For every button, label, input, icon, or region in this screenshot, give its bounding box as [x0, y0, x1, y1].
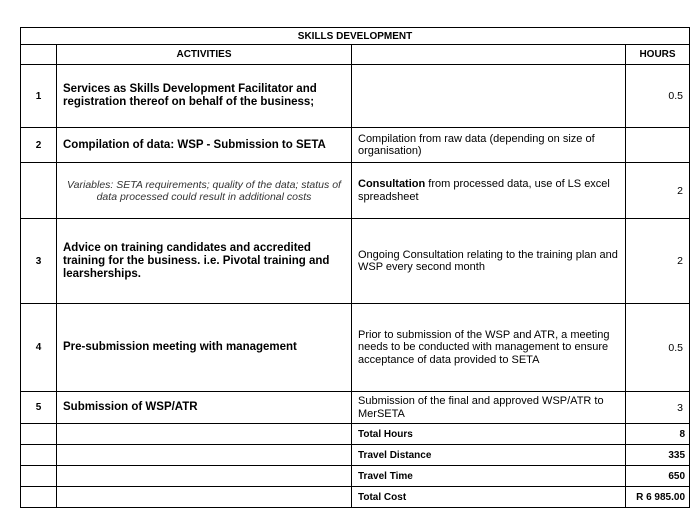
row-number — [21, 163, 57, 219]
row-number: 4 — [21, 304, 57, 392]
hours-cell: 2 — [626, 163, 690, 219]
table-title: SKILLS DEVELOPMENT — [21, 28, 690, 45]
description-cell: Submission of the final and approved WSP/ATR to MerSETA — [352, 392, 626, 424]
hours-cell: 2 — [626, 219, 690, 304]
empty-cell — [21, 445, 57, 466]
empty-cell — [21, 487, 57, 508]
description-cell: Ongoing Consultation relating to the training plan and WSP every second month — [352, 219, 626, 304]
table-row — [21, 392, 690, 424]
description-cell — [352, 65, 626, 128]
description-text: from processed data, use of LS excel spreadsheet — [358, 178, 610, 203]
header-description-cell — [352, 45, 626, 65]
header-num-cell — [21, 45, 57, 65]
activity-cell: Services as Skills Development Facilitator and registration thereof on behalf of the business; — [57, 65, 352, 128]
empty-cell — [57, 424, 352, 445]
hours-cell: 0.5 — [626, 65, 690, 128]
activity-cell: Submission of WSP/ATR — [57, 392, 352, 424]
hours-cell: 0.5 — [626, 304, 690, 392]
totals-row — [21, 487, 690, 508]
total-cost-value: R 6 985.00 — [626, 487, 690, 508]
table-row — [21, 163, 690, 219]
row-number: 2 — [21, 128, 57, 163]
total-cost-label: Total Cost — [352, 487, 626, 508]
totals-row — [21, 424, 690, 445]
row-number: 5 — [21, 392, 57, 424]
total-hours-label: Total Hours — [352, 424, 626, 445]
travel-distance-value: 335 — [626, 445, 690, 466]
travel-distance-label: Travel Distance — [352, 445, 626, 466]
description-cell: Compilation from raw data (depending on size of organisation) — [352, 128, 626, 163]
activity-cell: Advice on training candidates and accredited training for the business. i.e. Pivotal training and learsherships. — [57, 219, 352, 304]
description-cell: Prior to submission of the WSP and ATR, a meeting needs to be conducted with management to ensure acceptance of data provided to SETA — [352, 304, 626, 392]
travel-time-value: 650 — [626, 466, 690, 487]
description-emphasis: Consultation — [358, 178, 426, 190]
description-cell — [352, 163, 626, 219]
table-row — [21, 304, 690, 392]
skills-development-table — [20, 27, 690, 508]
empty-cell — [57, 466, 352, 487]
empty-cell — [21, 466, 57, 487]
header-hours: HOURS — [626, 45, 690, 65]
travel-time-label: Travel Time — [352, 466, 626, 487]
activity-cell: Compilation of data: WSP - Submission to SETA — [57, 128, 352, 163]
table-row — [21, 219, 690, 304]
variables-note-cell: Variables: SETA requirements; quality of the data; status of data processed could result in additional costs — [57, 163, 352, 219]
empty-cell — [57, 487, 352, 508]
row-number: 3 — [21, 219, 57, 304]
header-activities: ACTIVITIES — [57, 45, 352, 65]
totals-row — [21, 445, 690, 466]
row-number: 1 — [21, 65, 57, 128]
empty-cell — [57, 445, 352, 466]
activity-cell: Pre-submission meeting with management — [57, 304, 352, 392]
hours-cell — [626, 128, 690, 163]
table-row — [21, 65, 690, 128]
empty-cell — [21, 424, 57, 445]
table-row — [21, 128, 690, 163]
total-hours-value: 8 — [626, 424, 690, 445]
hours-cell: 3 — [626, 392, 690, 424]
totals-row — [21, 466, 690, 487]
